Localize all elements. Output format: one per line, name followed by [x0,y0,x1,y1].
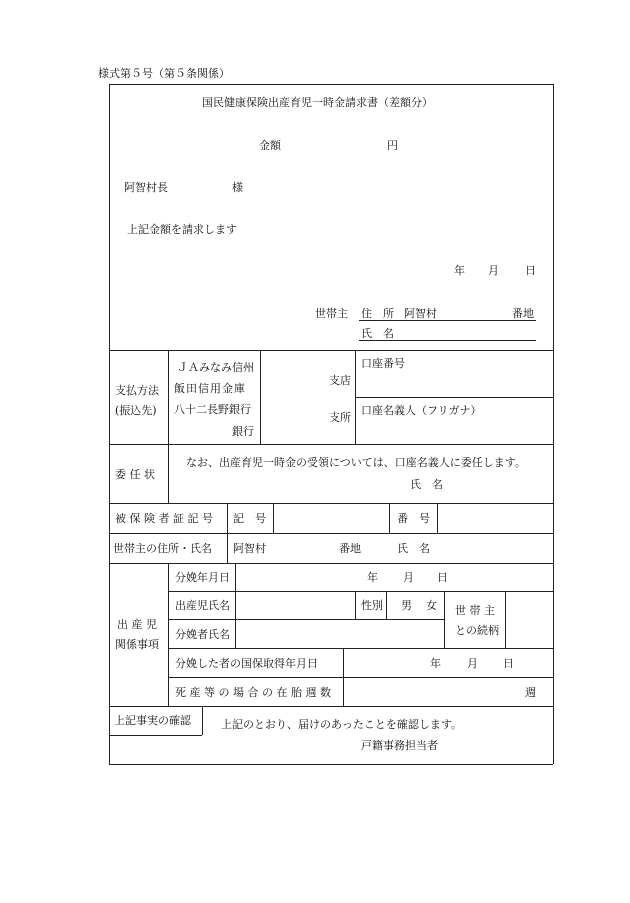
vline-sex-label [355,591,356,619]
vline-number-start [389,503,390,533]
vline-confirm-label [202,706,203,735]
birth-date-year: 年 [367,571,378,584]
confirmation-text: 上記のとおり、届けのあったことを確認します。 [221,718,463,731]
address-label: 住 所 [361,307,394,320]
sub-branch-label: 支所 [329,411,351,424]
addressee-honorific: 様 [232,181,243,194]
vline-sex-values [386,591,387,619]
name-label: 氏 名 [361,327,394,340]
border-left [109,84,110,764]
vline-number-label [437,503,438,533]
vline-banks [260,350,261,444]
account-holder-label: 口座名義人（フリガナ） [361,404,482,417]
date-year: 年 [454,264,465,277]
vline-payment-label [168,350,169,444]
vline-birth-label [168,563,169,706]
birth-date-day: 日 [437,571,448,584]
sex-male: 男 [401,599,412,612]
birth-matters-label-2: 関係事項 [115,638,159,651]
payment-destination-label: (振込先) [115,404,157,417]
address-banchi: 番地 [512,307,534,320]
bank-iida: 飯田信用金庫 [174,382,246,395]
divider-card-head [109,533,553,534]
border-top [109,84,553,85]
name-underline [359,340,536,341]
delegation-name-label: 氏 名 [410,478,443,491]
vline-relationship-label [444,591,445,648]
divider-insurance-date [168,677,553,678]
form-number: 様式第５号（第５条関係） [98,67,230,80]
address-underline [359,320,536,321]
vline-branch [355,350,356,444]
payment-method-label: 支払方法 [115,384,159,397]
household-head-label: 世帯主 [315,307,348,320]
birth-date-month: 月 [403,571,414,584]
mother-name-label: 分娩者氏名 [175,628,230,641]
form-title: 国民健康保険出産育児一時金請求書（差額分） [202,96,433,109]
border-right [553,84,554,764]
amount-label: 金額 [259,139,281,152]
account-number-label: 口座番号 [361,357,405,370]
address-village: 阿智村 [404,307,437,320]
bank-generic: 銀行 [232,425,254,438]
insurance-date-month: 月 [467,657,478,670]
delegation-label: 委 任 状 [115,468,155,481]
confirmation-label: 上記事実の確認 [114,714,191,727]
insurance-symbol-label: 記 号 [233,512,266,525]
insurance-number-label: 番 号 [397,512,430,525]
registry-officer: 戸籍事務担当者 [361,739,438,752]
bank-82: 八十二長野銀行 [174,403,251,416]
relationship-label-2: との続柄 [455,624,499,637]
vline-birth-fields [235,563,236,648]
insurance-date-label: 分娩した者の国保取得年月日 [175,657,318,670]
branch-label: 支店 [329,374,351,387]
vline-relationship-value [505,591,506,648]
household-row-banchi: 番地 [339,542,361,555]
stillbirth-weeks-label: 死 産 等 の 場 合 の 在 胎 週 数 [175,686,331,699]
divider-confirm-label [109,735,202,736]
child-name-label: 出産児氏名 [175,599,230,612]
sex-label: 性別 [361,599,383,612]
date-month: 月 [488,264,499,277]
addressee-name: 阿智村長 [124,181,168,194]
divider-header-payment [109,350,553,351]
border-bottom [109,764,553,765]
divider-birth-date [168,591,553,592]
weeks-unit: 週 [525,686,536,699]
birth-date-label: 分娩年月日 [175,571,230,584]
vline-symbol [273,503,274,533]
bank-ja: ＪＡみなみ信州 [177,361,254,374]
insurance-card-label: 被 保 険 者 証 記 号 [115,512,213,525]
divider-child-name [168,619,444,620]
divider-account [355,397,553,398]
household-row-name-label: 氏 名 [397,542,430,555]
household-row-label: 世帯主の住所・氏名 [113,542,212,555]
delegation-text: なお、出産育児一時金の受領については、口座名義人に委任します。 [186,456,526,469]
insurance-date-year: 年 [430,657,441,670]
birth-matters-label-1: 出 産 児 [117,618,157,631]
sex-female: 女 [426,599,437,612]
vline-card-label [227,503,228,563]
request-text: 上記金額を請求します [127,223,237,236]
divider-head-birth [109,563,553,564]
household-row-village: 阿智村 [233,542,266,555]
divider-mother-name [168,648,553,649]
amount-unit: 円 [387,139,398,152]
relationship-label-1: 世 帯 主 [455,604,495,617]
vline-delegation-label [168,444,169,503]
divider-birth-confirm [109,706,553,707]
date-day: 日 [525,264,536,277]
divider-delegation-card [109,503,553,504]
divider-payment-delegation [109,444,553,445]
vline-insurance-label [343,648,344,706]
insurance-date-day: 日 [503,657,514,670]
